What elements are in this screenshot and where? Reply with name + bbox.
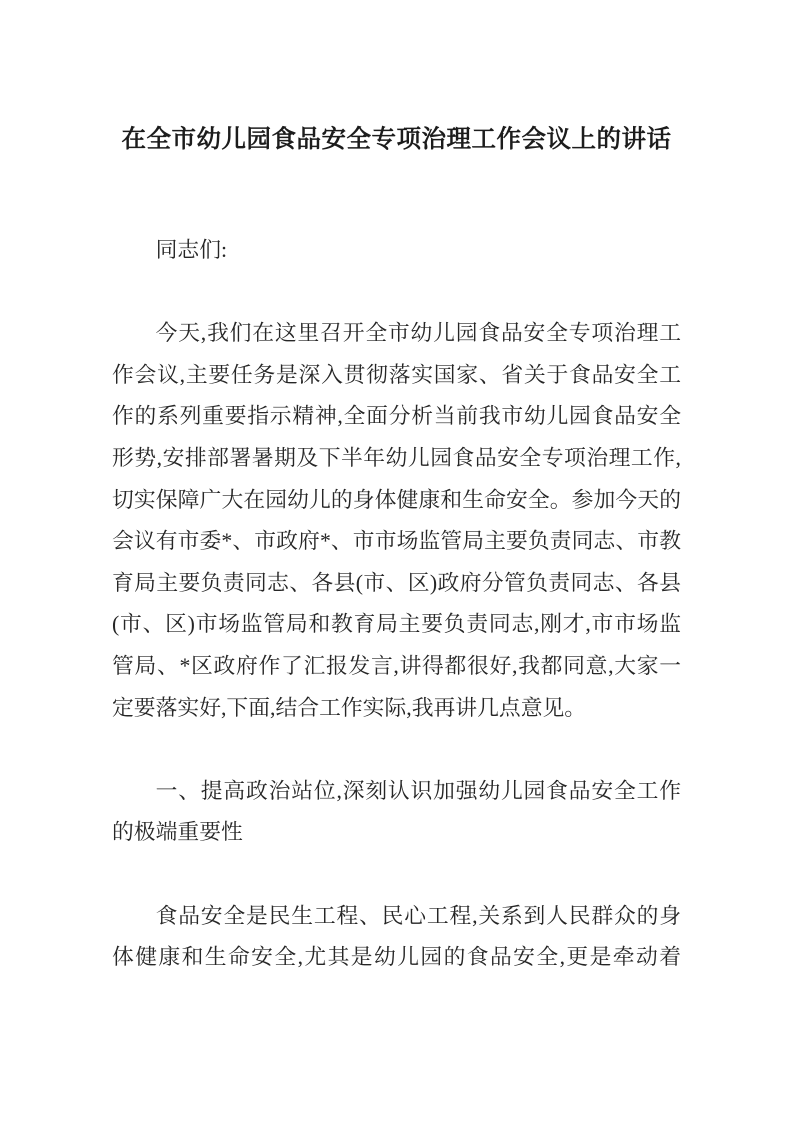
salutation: 同志们: bbox=[155, 238, 228, 262]
section-heading-1: 一、提高政治站位,深刻认识加强幼儿园食品安全工作的极端重要性 bbox=[112, 778, 681, 845]
document-title: 在全市幼儿园食品安全专项治理工作会议上的讲话 bbox=[121, 126, 672, 153]
paragraph-section-1-body: 食品安全是民生工程、民心工程,关系到人民群众的身体健康和生命安全,尤其是幼儿园的食品安全,更是牵动着 bbox=[112, 903, 681, 970]
paragraph-opening: 今天,我们在这里召开全市幼儿园食品安全专项治理工作会议,主要任务是深入贯彻落实国家、省关于食品安全工作的系列重要指示精神,全面分析当前我市幼儿园食品安全形势,安排部署暑期及下半年幼儿园食品安全专项治理工作,切实保障广大在园幼儿的身体健康和生命安全。参加今天的会议有市委*、市政府*、市市场监管局主要负责同志、市教育局主要负责同志、各县(市、区)政府分管负责同志、各县(市、区)市场监管局和教育局主要负责同志,刚才,市市场监管局、*区政府作了汇报发言,讲得都很好,我都同意,大家一定要落实好,下面,结合工作实际,我再讲几点意见。 bbox=[112, 321, 681, 720]
document-body bbox=[112, 230, 681, 979]
